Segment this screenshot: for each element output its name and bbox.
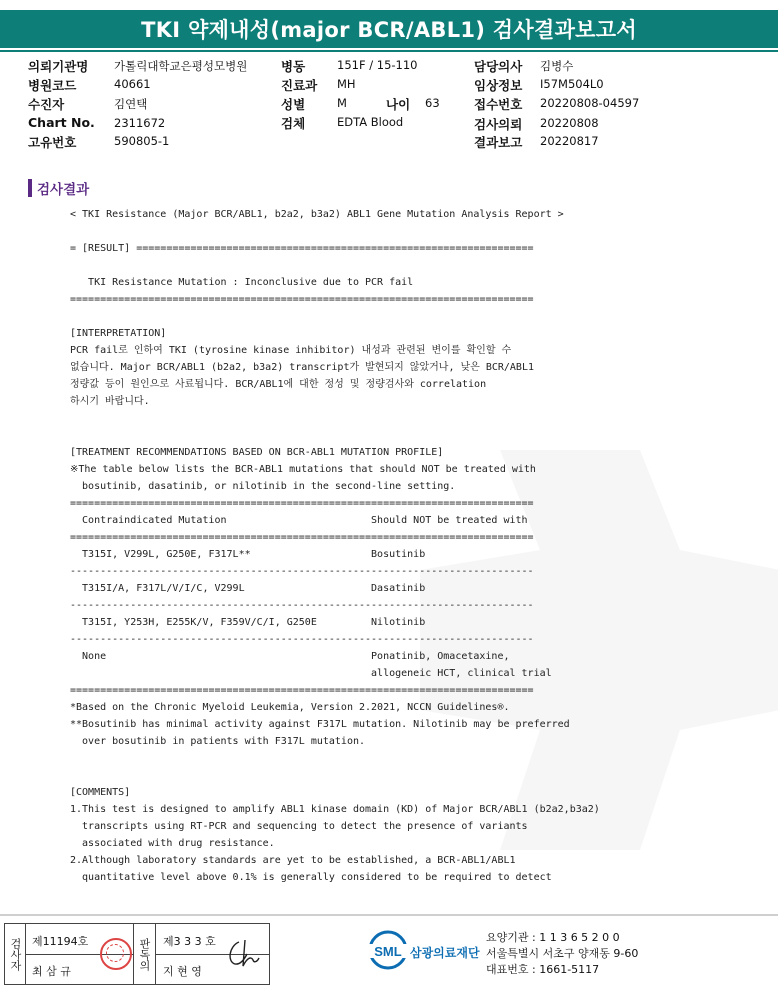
info-label: 고유번호: [28, 135, 77, 150]
report-line: None Ponatinib, Omacetaxine,: [70, 651, 510, 662]
inspector-name: 최 삼 규: [32, 965, 71, 978]
inspector-no: 제11194호: [32, 935, 89, 948]
info-label: 결과보고: [474, 135, 523, 150]
report-line: =============================================================================: [70, 532, 534, 543]
report-line: [70, 223, 600, 240]
report-title: TKI 약제내성(major BCR/ABL1) 검사결과보고서: [0, 10, 778, 48]
info-value: 김병수: [540, 59, 574, 73]
report-line: 1.This test is designed to amplify ABL1 kinase domain (KD) of Major BCR/ABL1 (b2a2,b3a2): [70, 804, 600, 815]
report-line: 정량값 등이 원인으로 사료됩니다. BCR/ABL1에 대한 정성 및 정량검사와 correlation: [70, 379, 487, 390]
signature-box: [4, 923, 270, 985]
report-line: < TKI Resistance (Major BCR/ABL1, b2a2, b3a2) ABL1 Gene Mutation Analysis Report >: [70, 209, 564, 220]
report-line: Contraindicated Mutation Should NOT be treated with: [70, 515, 528, 526]
signature-graphic: [225, 936, 261, 970]
report-line: ※The table below lists the BCR-ABL1 mutations that should NOT be treated with: [70, 464, 536, 475]
info-value: 20220808: [540, 116, 599, 130]
info-label: 나이: [386, 97, 411, 112]
section-title: 검사결과: [37, 182, 90, 198]
report-line: =============================================================================: [70, 294, 534, 305]
info-label: 성별: [281, 97, 306, 112]
info-label: 진료과: [281, 78, 318, 93]
section-header: [28, 178, 89, 198]
report-line: 2.Although laboratory standards are yet to be established, a BCR-ABL1/ABL1: [70, 855, 516, 866]
report-line: 하시기 바랍니다.: [70, 396, 150, 407]
report-line: [70, 308, 600, 325]
info-label: 담당의사: [474, 59, 523, 74]
report-line: -----------------------------------------------------------------------------: [70, 634, 534, 645]
contact-line: 대표번호 : 1661-5117: [486, 963, 600, 976]
info-label: 병원코드: [28, 78, 77, 93]
info-label: 검체: [281, 116, 306, 131]
report-line: = [RESULT] ==================================================================: [70, 243, 534, 254]
section-marker: [28, 179, 32, 197]
info-value: 40661: [114, 77, 151, 91]
report-line: -----------------------------------------------------------------------------: [70, 566, 534, 577]
info-value: MH: [337, 77, 356, 91]
info-value: 20220808-04597: [540, 96, 640, 110]
report-line: =============================================================================: [70, 685, 534, 696]
report-line: =============================================================================: [70, 498, 534, 509]
report-line: [INTERPRETATION]: [70, 328, 167, 339]
report-line: **Bosutinib has minimal activity against F317L mutation. Nilotinib may be preferred: [70, 719, 570, 730]
reviewer-no: 제3 3 3 호: [163, 935, 216, 948]
info-label: 임상정보: [474, 78, 523, 93]
report-line: T315I, V299L, G250E, F317L** Bosutinib: [70, 549, 426, 560]
report-line: *Based on the Chronic Myeloid Leukemia, Version 2.2021, NCCN Guidelines®.: [70, 702, 510, 713]
title-divider: [0, 50, 778, 52]
report-line: bosutinib, dasatinib, or nilotinib in the second-line setting.: [70, 481, 456, 492]
contact-line: 요양기관 : 1 1 3 6 5 2 0 0: [486, 931, 620, 944]
inspector-label-text: 검사자: [9, 937, 22, 971]
report-line: PCR fail로 인하여 TKI (tyrosine kinase inhibitor) 내성과 관련된 변이를 확인할 수: [70, 345, 512, 356]
org-name: 삼광의료재단: [410, 946, 480, 960]
info-value: 2311672: [114, 116, 166, 130]
report-line: TKI Resistance Mutation : Inconclusive due to PCR fail: [70, 277, 414, 288]
info-value: 63: [425, 96, 440, 110]
info-label: 병동: [281, 59, 306, 74]
info-label: 검사의뢰: [474, 117, 523, 132]
info-value: I57M504L0: [540, 77, 604, 91]
report-line: 없습니다. Major BCR/ABL1 (b2a2, b3a2) transcript가 발현되지 않았거나, 낮은 BCR/ABL1: [70, 362, 534, 373]
report-line: [70, 750, 600, 767]
info-value: M: [337, 96, 347, 110]
report-line: [70, 410, 600, 427]
info-value: EDTA Blood: [337, 115, 404, 129]
report-line: [TREATMENT RECOMMENDATIONS BASED ON BCR-ABL1 MUTATION PROFILE]: [70, 447, 444, 458]
info-value: 김연택: [114, 97, 148, 111]
reviewer-label: [133, 924, 156, 984]
report-line: over bosutinib in patients with F317L mutation.: [70, 736, 366, 747]
info-value: 가톨릭대학교은평성모병원: [114, 59, 248, 73]
contact-info: [486, 930, 638, 978]
report-line: -----------------------------------------------------------------------------: [70, 600, 534, 611]
report-line: allogeneic HCT, clinical trial: [70, 668, 552, 679]
info-label: 접수번호: [474, 97, 523, 112]
sml-logo: [366, 928, 410, 972]
report-line: T315I/A, F317L/V/I/C, V299L Dasatinib: [70, 583, 426, 594]
report-line: [70, 257, 600, 274]
info-value: 590805-1: [114, 134, 170, 148]
info-label: 수진자: [28, 97, 65, 112]
info-label: 의뢰기관명: [28, 59, 89, 74]
reviewer-name: 지 현 영: [163, 965, 202, 978]
report-line: quantitative level above 0.1% is generally considered to be required to detect: [70, 872, 552, 883]
report-line: [70, 427, 600, 444]
contact-line: 서울특별시 서초구 양재동 9-60: [486, 947, 639, 960]
report-line: [70, 767, 600, 784]
logo-text: SML: [374, 944, 402, 959]
footer-divider: [0, 914, 778, 916]
inspector-label: [5, 924, 26, 984]
info-value: 20220817: [540, 134, 599, 148]
report-line: [COMMENTS]: [70, 787, 131, 798]
info-label: Chart No.: [28, 115, 95, 130]
seal-stamp: [100, 938, 132, 970]
reviewer-label-text: 판독의: [138, 937, 151, 971]
info-value: 151F / 15-110: [337, 58, 418, 72]
report-line: transcripts using RT-PCR and sequencing to detect the presence of variants: [70, 821, 528, 832]
report-line: T315I, Y253H, E255K/V, F359V/C/I, G250E Nilotinib: [70, 617, 426, 628]
report-body: [70, 206, 600, 886]
report-line: associated with drug resistance.: [70, 838, 275, 849]
